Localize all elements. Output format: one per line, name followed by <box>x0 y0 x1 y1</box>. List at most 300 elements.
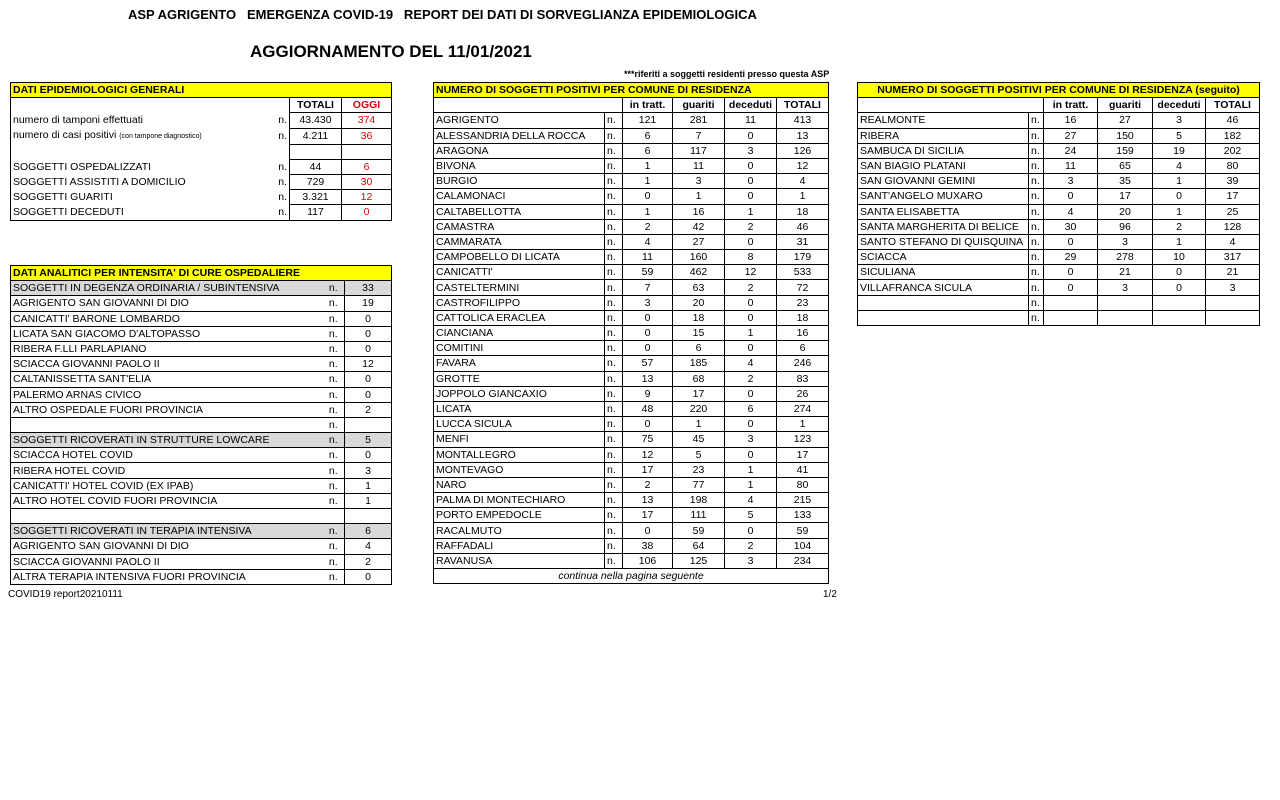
hospital-row-label: AGRIGENTO SAN GIOVANNI DI DIO <box>11 539 323 554</box>
hospital-row-label: CANICATTI' HOTEL COVID (EX IPAB) <box>11 478 323 493</box>
municipality-in-treatment: 106 <box>623 553 673 568</box>
general-row <box>11 144 392 159</box>
general-row-label-text: numero di casi positivi <box>13 129 117 142</box>
hospital-row-label: RIBERA F.LLI PARLAPIANO <box>11 341 323 356</box>
municipality-name <box>858 295 1029 310</box>
municipality-name: AGRIGENTO <box>434 113 605 128</box>
municipality-name: SANTA MARGHERITA DI BELICE <box>858 219 1029 234</box>
municipality-recovered: 65 <box>1098 158 1153 173</box>
hospital-row-unit <box>323 509 345 524</box>
municipality-total: 31 <box>777 234 829 249</box>
municipality-recovered: 5 <box>673 447 725 462</box>
hospital-data-title: DATI ANALITICI PER INTENSITA' DI CURE OSPEDALIERE <box>11 266 392 281</box>
municipality-row <box>434 189 829 204</box>
municipality-unit: n. <box>605 265 623 280</box>
general-row-total: 43.430 <box>290 113 342 128</box>
municipality-unit: n. <box>605 310 623 325</box>
municipality-row <box>434 523 829 538</box>
municipality-in-treatment: 0 <box>1044 234 1098 249</box>
municipality-total: 104 <box>777 538 829 553</box>
general-row-label-text: SOGGETTI OSPEDALIZZATI <box>13 160 152 173</box>
municipality-total: 80 <box>777 477 829 492</box>
municipality-recovered <box>1098 295 1153 310</box>
municipality-deceased: 8 <box>725 250 777 265</box>
municipality-total: 4 <box>1206 234 1260 249</box>
hospital-row-value: 1 <box>345 478 392 493</box>
general-row-total: 44 <box>290 159 342 174</box>
municipality-total: 17 <box>1206 189 1260 204</box>
general-row-label-text: SOGGETTI ASSISTITI A DOMICILIO <box>13 176 186 189</box>
hospital-row-value: 6 <box>345 524 392 539</box>
hospital-row-unit: n. <box>323 311 345 326</box>
municipality-recovered: 45 <box>673 432 725 447</box>
municipality-deceased: 3 <box>725 553 777 568</box>
general-row-today: 36 <box>342 128 392 144</box>
municipality-total: 18 <box>777 204 829 219</box>
municipality-deceased: 3 <box>725 432 777 447</box>
municipality-recovered: 6 <box>673 341 725 356</box>
municipality-name: PALMA DI MONTECHIARO <box>434 493 605 508</box>
municipality-recovered: 35 <box>1098 174 1153 189</box>
hospital-row-unit: n. <box>323 387 345 402</box>
municipality-name: ALESSANDRIA DELLA ROCCA <box>434 128 605 143</box>
general-row-label-note: (con tampone diagnostico) <box>119 133 202 141</box>
continue-note: continua nella pagina seguente <box>434 569 829 584</box>
municipal-continued-title: NUMERO DI SOGGETTI POSITIVI PER COMUNE DI RESIDENZA (seguito) <box>858 83 1260 98</box>
general-row <box>11 174 392 189</box>
municipality-total: 182 <box>1206 128 1260 143</box>
municipality-recovered: 7 <box>673 128 725 143</box>
municipality-unit: n. <box>605 553 623 568</box>
hospital-row-unit: n. <box>323 326 345 341</box>
municipality-deceased: 0 <box>725 447 777 462</box>
municipality-recovered: 16 <box>673 204 725 219</box>
municipality-total: 126 <box>777 143 829 158</box>
general-row-unit <box>268 144 290 159</box>
municipality-recovered: 111 <box>673 508 725 523</box>
municipality-recovered: 220 <box>673 401 725 416</box>
municipality-total: 46 <box>1206 113 1260 128</box>
general-row-label <box>11 205 268 220</box>
municipality-name: RAVANUSA <box>434 553 605 568</box>
municipality-name: FAVARA <box>434 356 605 371</box>
municipality-recovered: 64 <box>673 538 725 553</box>
general-row-today: 6 <box>342 159 392 174</box>
municipality-recovered: 281 <box>673 113 725 128</box>
municipality-in-treatment: 17 <box>623 508 673 523</box>
municipality-in-treatment: 121 <box>623 113 673 128</box>
hospital-row-value: 0 <box>345 569 392 584</box>
municipality-name: VILLAFRANCA SICULA <box>858 280 1029 295</box>
municipality-recovered: 17 <box>673 386 725 401</box>
general-row-unit: n. <box>278 160 287 173</box>
municipality-deceased: 1 <box>725 326 777 341</box>
municipality-recovered: 42 <box>673 219 725 234</box>
municipality-row <box>434 265 829 280</box>
municipality-row <box>434 447 829 462</box>
municipality-in-treatment: 75 <box>623 432 673 447</box>
general-row-total: 4.211 <box>290 128 342 144</box>
municipality-unit: n. <box>1029 204 1044 219</box>
municipality-recovered: 63 <box>673 280 725 295</box>
municipality-name: COMITINI <box>434 341 605 356</box>
municipality-in-treatment: 3 <box>1044 174 1098 189</box>
municipality-name: SANTO STEFANO DI QUISQUINA <box>858 234 1029 249</box>
hospital-row <box>11 509 392 524</box>
municipality-in-treatment: 13 <box>623 371 673 386</box>
municipality-in-treatment: 4 <box>623 234 673 249</box>
municipality-row <box>858 250 1260 265</box>
municipality-row <box>858 113 1260 128</box>
hospital-row <box>11 569 392 584</box>
municipality-in-treatment: 13 <box>623 493 673 508</box>
municipality-name: BURGIO <box>434 174 605 189</box>
municipality-unit: n. <box>605 113 623 128</box>
municipality-total: 3 <box>1206 280 1260 295</box>
general-row-label-text: SOGGETTI GUARITI <box>13 191 113 204</box>
municipality-unit: n. <box>1029 310 1044 325</box>
municipality-unit: n. <box>605 143 623 158</box>
municipality-deceased: 4 <box>1153 158 1206 173</box>
report-header: ASP AGRIGENTO EMERGENZA COVID-19 REPORT DEI DATI DI SORVEGLIANZA EPIDEMIOLOGICA <box>128 7 757 22</box>
municipality-name: JOPPOLO GIANCAXIO <box>434 386 605 401</box>
muni2-col-totali: TOTALI <box>1206 98 1260 113</box>
hospital-row-unit: n. <box>323 448 345 463</box>
general-row-label <box>11 174 268 189</box>
general-row-unit: n. <box>278 114 287 127</box>
hospital-row-label: RIBERA HOTEL COVID <box>11 463 323 478</box>
municipality-total: 13 <box>777 128 829 143</box>
hospital-row-unit: n. <box>323 554 345 569</box>
hospital-row-label <box>11 509 323 524</box>
municipality-row <box>858 143 1260 158</box>
municipality-in-treatment <box>1044 310 1098 325</box>
municipality-in-treatment: 17 <box>623 462 673 477</box>
municipality-unit: n. <box>1029 280 1044 295</box>
municipality-deceased: 0 <box>725 158 777 173</box>
municipal-block <box>433 82 829 584</box>
municipality-recovered <box>1098 310 1153 325</box>
hospital-row-unit: n. <box>323 539 345 554</box>
municipality-deceased: 0 <box>725 523 777 538</box>
municipality-unit: n. <box>605 538 623 553</box>
municipality-recovered: 1 <box>673 417 725 432</box>
municipality-row <box>434 538 829 553</box>
municipality-row <box>434 234 829 249</box>
municipality-name: CIANCIANA <box>434 326 605 341</box>
hospital-row <box>11 296 392 311</box>
municipality-row <box>434 113 829 128</box>
hospital-row-label: SOGGETTI RICOVERATI IN TERAPIA INTENSIVA <box>11 524 323 539</box>
municipality-unit: n. <box>1029 143 1044 158</box>
municipality-in-treatment: 4 <box>1044 204 1098 219</box>
municipality-row <box>434 386 829 401</box>
hospital-row-value: 0 <box>345 387 392 402</box>
municipality-in-treatment: 2 <box>623 219 673 234</box>
muni2-col-deceduti: deceduti <box>1153 98 1206 113</box>
municipality-name: SANT'ANGELO MUXARO <box>858 189 1029 204</box>
municipality-row <box>434 553 829 568</box>
hospital-row-unit: n. <box>323 493 345 508</box>
municipality-recovered: 3 <box>1098 280 1153 295</box>
general-row <box>11 205 392 220</box>
footer-report-id: COVID19 report20210111 <box>8 589 123 600</box>
municipality-deceased: 0 <box>725 341 777 356</box>
municipality-total: 202 <box>1206 143 1260 158</box>
hospital-row-label <box>11 417 323 432</box>
hospital-group-row <box>11 524 392 539</box>
municipality-deceased: 2 <box>725 371 777 386</box>
hospital-row-value <box>345 509 392 524</box>
municipality-in-treatment: 0 <box>1044 189 1098 204</box>
municipality-row <box>858 189 1260 204</box>
municipality-row <box>434 158 829 173</box>
municipality-deceased: 4 <box>725 493 777 508</box>
municipality-recovered: 17 <box>1098 189 1153 204</box>
general-row-today: 12 <box>342 190 392 205</box>
hospital-row-label: AGRIGENTO SAN GIOVANNI DI DIO <box>11 296 323 311</box>
municipality-deceased: 3 <box>725 143 777 158</box>
municipality-deceased: 10 <box>1153 250 1206 265</box>
municipality-row <box>858 174 1260 189</box>
municipality-row <box>434 174 829 189</box>
municipality-total: 59 <box>777 523 829 538</box>
municipality-unit: n. <box>1029 234 1044 249</box>
municipality-name: CALTABELLOTTA <box>434 204 605 219</box>
municipality-unit: n. <box>605 371 623 386</box>
municipality-total: 41 <box>777 462 829 477</box>
municipality-total: 39 <box>1206 174 1260 189</box>
general-row-unit: n. <box>278 130 287 143</box>
hospital-row-value: 19 <box>345 296 392 311</box>
municipality-name: ARAGONA <box>434 143 605 158</box>
municipality-deceased: 0 <box>725 310 777 325</box>
general-row-total: 729 <box>290 174 342 189</box>
municipality-deceased: 0 <box>1153 265 1206 280</box>
municipality-in-treatment: 30 <box>1044 219 1098 234</box>
hospital-row-label: SOGGETTI RICOVERATI IN STRUTTURE LOWCARE <box>11 433 323 448</box>
municipality-recovered: 23 <box>673 462 725 477</box>
hospital-row-unit: n. <box>323 402 345 417</box>
municipality-deceased: 0 <box>725 174 777 189</box>
general-row-total <box>290 144 342 159</box>
municipality-total: 16 <box>777 326 829 341</box>
municipality-total: 1 <box>777 417 829 432</box>
general-data-block <box>10 82 392 221</box>
hospital-row <box>11 311 392 326</box>
municipality-deceased: 2 <box>725 280 777 295</box>
municipality-recovered: 15 <box>673 326 725 341</box>
municipality-total: 123 <box>777 432 829 447</box>
municipality-row <box>858 128 1260 143</box>
general-row-total: 117 <box>290 205 342 220</box>
municipality-total: 17 <box>777 447 829 462</box>
municipality-name: SAN BIAGIO PLATANI <box>858 158 1029 173</box>
municipality-name: MONTEVAGO <box>434 462 605 477</box>
municipality-row <box>434 310 829 325</box>
municipality-row <box>858 265 1260 280</box>
col-totali: TOTALI <box>290 98 342 113</box>
municipality-row <box>858 295 1260 310</box>
municipality-name: CASTROFILIPPO <box>434 295 605 310</box>
municipality-deceased: 1 <box>725 462 777 477</box>
general-row-label <box>11 159 268 174</box>
municipality-recovered: 150 <box>1098 128 1153 143</box>
general-row-label <box>11 144 268 159</box>
municipality-name: RAFFADALI <box>434 538 605 553</box>
municipality-name: SAN GIOVANNI GEMINI <box>858 174 1029 189</box>
update-date: AGGIORNAMENTO DEL 11/01/2021 <box>250 42 532 61</box>
municipality-deceased: 5 <box>1153 128 1206 143</box>
municipality-total: 72 <box>777 280 829 295</box>
municipality-recovered: 3 <box>1098 234 1153 249</box>
municipality-unit: n. <box>1029 174 1044 189</box>
municipality-in-treatment: 0 <box>1044 280 1098 295</box>
hospital-row-unit: n. <box>323 296 345 311</box>
municipality-unit: n. <box>605 432 623 447</box>
hospital-row-value: 0 <box>345 372 392 387</box>
municipality-recovered: 159 <box>1098 143 1153 158</box>
municipality-in-treatment: 0 <box>623 189 673 204</box>
municipality-in-treatment: 1 <box>623 174 673 189</box>
general-row-label-text: numero di tamponi effettuati <box>13 114 143 127</box>
hospital-row-unit: n. <box>323 569 345 584</box>
municipality-recovered: 11 <box>673 158 725 173</box>
municipality-in-treatment: 9 <box>623 386 673 401</box>
municipality-total: 234 <box>777 553 829 568</box>
col-oggi: OGGI <box>342 98 392 113</box>
municipality-deceased: 5 <box>725 508 777 523</box>
municipality-deceased: 6 <box>725 401 777 416</box>
municipality-deceased: 0 <box>725 417 777 432</box>
municipality-total: 23 <box>777 295 829 310</box>
municipality-name: REALMONTE <box>858 113 1029 128</box>
hospital-row-unit: n. <box>323 524 345 539</box>
municipality-deceased: 4 <box>725 356 777 371</box>
general-row-label <box>11 113 268 128</box>
hospital-row <box>11 326 392 341</box>
hospital-row-unit: n. <box>323 463 345 478</box>
hospital-row-label: CANICATTI' BARONE LOMBARDO <box>11 311 323 326</box>
hospital-row <box>11 357 392 372</box>
municipality-unit: n. <box>605 280 623 295</box>
municipality-in-treatment: 59 <box>623 265 673 280</box>
muni-col-totali: TOTALI <box>777 98 829 113</box>
municipality-unit: n. <box>605 341 623 356</box>
municipality-in-treatment: 1 <box>623 204 673 219</box>
resident-note: ***riferiti a soggetti residenti presso questa ASP <box>624 69 830 79</box>
municipality-unit: n. <box>605 189 623 204</box>
hospital-row-label: SCIACCA HOTEL COVID <box>11 448 323 463</box>
municipality-in-treatment: 11 <box>1044 158 1098 173</box>
municipality-recovered: 20 <box>1098 204 1153 219</box>
municipality-total: 215 <box>777 493 829 508</box>
municipality-deceased: 1 <box>725 204 777 219</box>
municipality-total: 128 <box>1206 219 1260 234</box>
municipality-total: 1 <box>777 189 829 204</box>
municipality-name: SAMBUCA DI SICILIA <box>858 143 1029 158</box>
municipality-deceased: 1 <box>725 477 777 492</box>
municipality-name: CATTOLICA ERACLEA <box>434 310 605 325</box>
municipality-total: 21 <box>1206 265 1260 280</box>
hospital-row-value: 0 <box>345 341 392 356</box>
municipality-unit: n. <box>605 386 623 401</box>
municipality-name: CALAMONACI <box>434 189 605 204</box>
general-row-label <box>11 190 268 205</box>
hospital-row-value: 1 <box>345 493 392 508</box>
general-row-today: 374 <box>342 113 392 128</box>
municipality-unit: n. <box>605 493 623 508</box>
footer-page-number: 1/2 <box>823 589 837 600</box>
municipality-row <box>434 401 829 416</box>
hospital-row <box>11 478 392 493</box>
hospital-row-value: 12 <box>345 357 392 372</box>
hospital-row-unit: n. <box>323 372 345 387</box>
municipality-recovered: 21 <box>1098 265 1153 280</box>
municipality-in-treatment: 48 <box>623 401 673 416</box>
municipal-continued-table <box>857 82 1260 326</box>
general-row <box>11 159 392 174</box>
municipality-unit: n. <box>605 250 623 265</box>
municipality-unit: n. <box>605 508 623 523</box>
hospital-row-unit: n. <box>323 341 345 356</box>
municipality-unit: n. <box>1029 250 1044 265</box>
general-row-total: 3.321 <box>290 190 342 205</box>
hospital-row <box>11 493 392 508</box>
municipality-total: 12 <box>777 158 829 173</box>
municipality-in-treatment: 0 <box>623 310 673 325</box>
municipality-deceased: 2 <box>725 538 777 553</box>
municipality-unit: n. <box>1029 113 1044 128</box>
hospital-row <box>11 402 392 417</box>
general-row-unit: n. <box>268 205 290 220</box>
municipality-recovered: 125 <box>673 553 725 568</box>
municipality-row <box>858 158 1260 173</box>
municipality-unit: n. <box>605 477 623 492</box>
municipality-row <box>434 508 829 523</box>
municipality-recovered: 27 <box>673 234 725 249</box>
municipality-total: 274 <box>777 401 829 416</box>
general-row-today: 0 <box>342 205 392 220</box>
municipality-name: MONTALLEGRO <box>434 447 605 462</box>
municipality-row <box>434 219 829 234</box>
hospital-row-label: SOGGETTI IN DEGENZA ORDINARIA / SUBINTENSIVA <box>11 281 323 296</box>
municipality-name: CANICATTI' <box>434 265 605 280</box>
municipality-deceased: 0 <box>725 295 777 310</box>
municipality-name <box>858 310 1029 325</box>
hospital-row-label: ALTRO HOTEL COVID FUORI PROVINCIA <box>11 493 323 508</box>
municipality-deceased: 19 <box>1153 143 1206 158</box>
general-row-today <box>342 144 392 159</box>
municipality-recovered: 77 <box>673 477 725 492</box>
municipality-in-treatment: 7 <box>623 280 673 295</box>
hospital-row-label: LICATA SAN GIACOMO D'ALTOPASSO <box>11 326 323 341</box>
municipality-in-treatment: 0 <box>623 341 673 356</box>
municipality-total: 18 <box>777 310 829 325</box>
municipality-name: SCIACCA <box>858 250 1029 265</box>
hospital-row <box>11 463 392 478</box>
municipality-row <box>858 204 1260 219</box>
municipality-name: RACALMUTO <box>434 523 605 538</box>
muni-col-guariti: guariti <box>673 98 725 113</box>
municipality-deceased: 12 <box>725 265 777 280</box>
municipality-total: 133 <box>777 508 829 523</box>
municipality-row <box>434 493 829 508</box>
municipality-name: CASTELTERMINI <box>434 280 605 295</box>
general-row-label-text: SOGGETTI DECEDUTI <box>13 206 124 219</box>
municipality-in-treatment: 38 <box>623 538 673 553</box>
muni2-col-guariti: guariti <box>1098 98 1153 113</box>
